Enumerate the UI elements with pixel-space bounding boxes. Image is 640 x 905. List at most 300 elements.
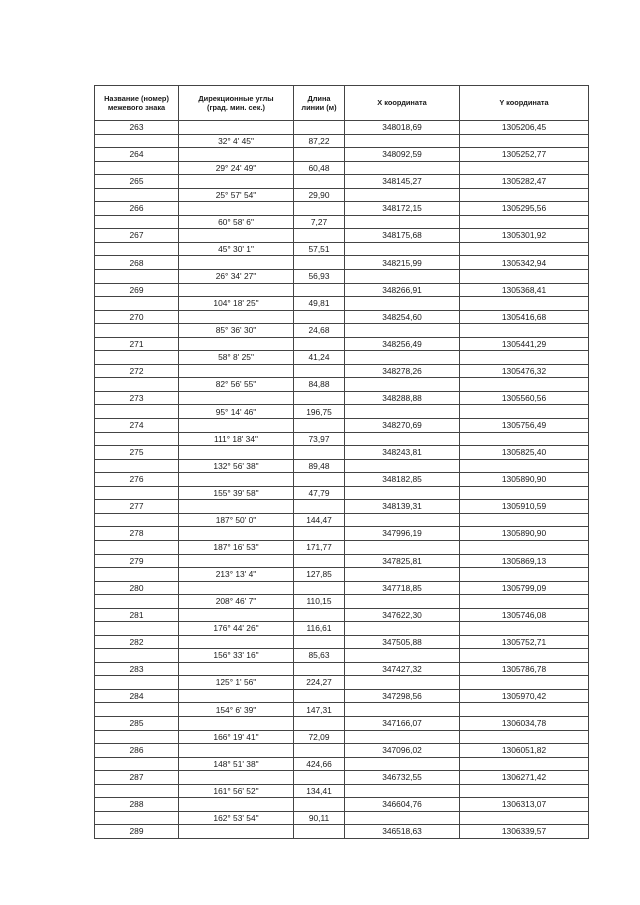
y-cell-empty: [460, 568, 589, 582]
name-cell-empty: [95, 540, 179, 554]
table-row-segment: [95, 676, 589, 690]
angle-cell-empty: [179, 310, 294, 324]
table-row-segment: [95, 405, 589, 419]
x-coordinate: 347427,32: [345, 662, 460, 676]
line-length: 85,63: [294, 649, 345, 663]
line-length: 47,79: [294, 486, 345, 500]
direction-angle: 29° 24' 49": [179, 161, 294, 175]
table-row-point: [95, 229, 589, 243]
y-cell-empty: [460, 703, 589, 717]
x-coordinate: 346604,76: [345, 798, 460, 812]
direction-angle: 154° 6' 39": [179, 703, 294, 717]
table-row-point: [95, 689, 589, 703]
table-row-segment: [95, 811, 589, 825]
y-cell-empty: [460, 540, 589, 554]
line-length: 84,88: [294, 378, 345, 392]
point-name: 289: [95, 825, 179, 839]
length-cell-empty: [294, 608, 345, 622]
y-coordinate: 1305206,45: [460, 121, 589, 135]
column-header-name: Название (номер) межевого знака: [95, 86, 179, 121]
y-coordinate: 1305970,42: [460, 689, 589, 703]
direction-angle: 208° 46' 7": [179, 595, 294, 609]
angle-cell-empty: [179, 121, 294, 135]
length-cell-empty: [294, 771, 345, 785]
table-row-segment: [95, 649, 589, 663]
length-cell-empty: [294, 527, 345, 541]
direction-angle: 104° 18' 25": [179, 297, 294, 311]
angle-cell-empty: [179, 717, 294, 731]
line-length: 116,61: [294, 622, 345, 636]
x-coordinate: 348288,88: [345, 391, 460, 405]
table-row-point: [95, 283, 589, 297]
point-name: 276: [95, 473, 179, 487]
table-row-point: [95, 744, 589, 758]
angle-cell-empty: [179, 337, 294, 351]
x-cell-empty: [345, 324, 460, 338]
line-length: 41,24: [294, 351, 345, 365]
table-row-point: [95, 825, 589, 839]
length-cell-empty: [294, 283, 345, 297]
x-cell-empty: [345, 405, 460, 419]
point-name: 267: [95, 229, 179, 243]
name-cell-empty: [95, 378, 179, 392]
y-cell-empty: [460, 188, 589, 202]
column-header-length: Длина линии (м): [294, 86, 345, 121]
table-row-point: [95, 419, 589, 433]
direction-angle: 187° 16' 53": [179, 540, 294, 554]
column-header-y: Y координата: [460, 86, 589, 121]
line-length: 89,48: [294, 459, 345, 473]
x-coordinate: 348175,68: [345, 229, 460, 243]
point-name: 273: [95, 391, 179, 405]
point-name: 275: [95, 446, 179, 460]
y-cell-empty: [460, 622, 589, 636]
y-cell-empty: [460, 784, 589, 798]
x-cell-empty: [345, 486, 460, 500]
table-row-point: [95, 635, 589, 649]
angle-cell-empty: [179, 635, 294, 649]
length-cell-empty: [294, 419, 345, 433]
line-length: 60,48: [294, 161, 345, 175]
length-cell-empty: [294, 581, 345, 595]
x-cell-empty: [345, 161, 460, 175]
line-length: 224,27: [294, 676, 345, 690]
name-cell-empty: [95, 297, 179, 311]
table-row-point: [95, 256, 589, 270]
name-cell-empty: [95, 242, 179, 256]
y-coordinate: 1306339,57: [460, 825, 589, 839]
table-row-segment: [95, 622, 589, 636]
table-row-segment: [95, 134, 589, 148]
x-cell-empty: [345, 811, 460, 825]
x-coordinate: 346732,55: [345, 771, 460, 785]
point-name: 268: [95, 256, 179, 270]
table-row-segment: [95, 730, 589, 744]
length-cell-empty: [294, 446, 345, 460]
x-coordinate: 348243,81: [345, 446, 460, 460]
y-cell-empty: [460, 486, 589, 500]
direction-angle: 60° 58' 6": [179, 215, 294, 229]
point-name: 280: [95, 581, 179, 595]
angle-cell-empty: [179, 202, 294, 216]
y-cell-empty: [460, 134, 589, 148]
line-length: 72,09: [294, 730, 345, 744]
x-cell-empty: [345, 540, 460, 554]
point-name: 285: [95, 717, 179, 731]
boundary-coordinates-table: [94, 85, 589, 839]
point-name: 270: [95, 310, 179, 324]
y-cell-empty: [460, 649, 589, 663]
y-coordinate: 1305786,78: [460, 662, 589, 676]
y-cell-empty: [460, 269, 589, 283]
name-cell-empty: [95, 595, 179, 609]
point-name: 278: [95, 527, 179, 541]
angle-cell-empty: [179, 500, 294, 514]
line-length: 49,81: [294, 297, 345, 311]
direction-angle: 156° 33' 16": [179, 649, 294, 663]
x-coordinate: 347505,88: [345, 635, 460, 649]
point-name: 283: [95, 662, 179, 676]
y-coordinate: 1305301,92: [460, 229, 589, 243]
y-cell-empty: [460, 595, 589, 609]
length-cell-empty: [294, 500, 345, 514]
length-cell-empty: [294, 744, 345, 758]
length-cell-empty: [294, 202, 345, 216]
y-cell-empty: [460, 432, 589, 446]
length-cell-empty: [294, 689, 345, 703]
y-coordinate: 1305890,90: [460, 527, 589, 541]
y-coordinate: 1305441,29: [460, 337, 589, 351]
x-coordinate: 347096,02: [345, 744, 460, 758]
angle-cell-empty: [179, 391, 294, 405]
length-cell-empty: [294, 175, 345, 189]
name-cell-empty: [95, 703, 179, 717]
x-coordinate: 348139,31: [345, 500, 460, 514]
y-coordinate: 1305295,56: [460, 202, 589, 216]
direction-angle: 187° 50' 0": [179, 513, 294, 527]
direction-angle: 176° 44' 26": [179, 622, 294, 636]
point-name: 269: [95, 283, 179, 297]
y-coordinate: 1306034,78: [460, 717, 589, 731]
y-cell-empty: [460, 351, 589, 365]
x-cell-empty: [345, 513, 460, 527]
y-coordinate: 1305342,94: [460, 256, 589, 270]
point-name: 287: [95, 771, 179, 785]
boundary-coordinates-sheet: [94, 85, 588, 839]
line-length: 424,66: [294, 757, 345, 771]
x-cell-empty: [345, 757, 460, 771]
name-cell-empty: [95, 811, 179, 825]
angle-cell-empty: [179, 581, 294, 595]
x-coordinate: 347996,19: [345, 527, 460, 541]
length-cell-empty: [294, 635, 345, 649]
point-name: 284: [95, 689, 179, 703]
line-length: 144,47: [294, 513, 345, 527]
line-length: 57,51: [294, 242, 345, 256]
x-coordinate: 348145,27: [345, 175, 460, 189]
name-cell-empty: [95, 568, 179, 582]
direction-angle: 25° 57' 54": [179, 188, 294, 202]
point-name: 265: [95, 175, 179, 189]
point-name: 288: [95, 798, 179, 812]
y-coordinate: 1305282,47: [460, 175, 589, 189]
name-cell-empty: [95, 269, 179, 283]
name-cell-empty: [95, 432, 179, 446]
x-coordinate: 348254,60: [345, 310, 460, 324]
angle-cell-empty: [179, 771, 294, 785]
x-cell-empty: [345, 676, 460, 690]
angle-cell-empty: [179, 419, 294, 433]
line-length: 29,90: [294, 188, 345, 202]
table-row-point: [95, 473, 589, 487]
name-cell-empty: [95, 459, 179, 473]
y-coordinate: 1305368,41: [460, 283, 589, 297]
direction-angle: 58° 8' 25": [179, 351, 294, 365]
table-row-point: [95, 717, 589, 731]
x-coordinate: 348278,26: [345, 364, 460, 378]
table-row-point: [95, 148, 589, 162]
direction-angle: 213° 13' 4": [179, 568, 294, 582]
table-row-segment: [95, 784, 589, 798]
line-length: 90,11: [294, 811, 345, 825]
angle-cell-empty: [179, 608, 294, 622]
length-cell-empty: [294, 256, 345, 270]
y-coordinate: 1305910,59: [460, 500, 589, 514]
name-cell-empty: [95, 486, 179, 500]
x-coordinate: 348215,99: [345, 256, 460, 270]
table-body: [95, 121, 589, 839]
angle-cell-empty: [179, 554, 294, 568]
length-cell-empty: [294, 364, 345, 378]
direction-angle: 125° 1' 56": [179, 676, 294, 690]
x-cell-empty: [345, 568, 460, 582]
x-coordinate: 347166,07: [345, 717, 460, 731]
line-length: 73,97: [294, 432, 345, 446]
name-cell-empty: [95, 324, 179, 338]
line-length: 87,22: [294, 134, 345, 148]
x-coordinate: 348270,69: [345, 419, 460, 433]
length-cell-empty: [294, 229, 345, 243]
y-coordinate: 1306271,42: [460, 771, 589, 785]
direction-angle: 32° 4' 45": [179, 134, 294, 148]
y-cell-empty: [460, 242, 589, 256]
angle-cell-empty: [179, 798, 294, 812]
table-row-segment: [95, 161, 589, 175]
point-name: 274: [95, 419, 179, 433]
y-cell-empty: [460, 378, 589, 392]
y-coordinate: 1305756,49: [460, 419, 589, 433]
table-row-point: [95, 391, 589, 405]
column-header-angle: Дирекционные углы (град. мин. сек.): [179, 86, 294, 121]
table-row-segment: [95, 486, 589, 500]
line-length: 127,85: [294, 568, 345, 582]
x-cell-empty: [345, 188, 460, 202]
point-name: 282: [95, 635, 179, 649]
length-cell-empty: [294, 717, 345, 731]
table-row-point: [95, 581, 589, 595]
angle-cell-empty: [179, 229, 294, 243]
table-row-point: [95, 554, 589, 568]
point-name: 271: [95, 337, 179, 351]
x-cell-empty: [345, 730, 460, 744]
y-coordinate: 1305560,56: [460, 391, 589, 405]
x-coordinate: 348266,91: [345, 283, 460, 297]
line-length: 147,31: [294, 703, 345, 717]
point-name: 263: [95, 121, 179, 135]
y-cell-empty: [460, 730, 589, 744]
table-row-segment: [95, 703, 589, 717]
angle-cell-empty: [179, 283, 294, 297]
line-length: 134,41: [294, 784, 345, 798]
x-coordinate: 348182,85: [345, 473, 460, 487]
point-name: 281: [95, 608, 179, 622]
y-coordinate: 1305476,32: [460, 364, 589, 378]
x-coordinate: 348092,59: [345, 148, 460, 162]
table-row-segment: [95, 378, 589, 392]
length-cell-empty: [294, 391, 345, 405]
angle-cell-empty: [179, 527, 294, 541]
table-row-point: [95, 310, 589, 324]
direction-angle: 95° 14' 46": [179, 405, 294, 419]
direction-angle: 162° 53' 54": [179, 811, 294, 825]
angle-cell-empty: [179, 175, 294, 189]
table-row-point: [95, 446, 589, 460]
y-cell-empty: [460, 459, 589, 473]
length-cell-empty: [294, 121, 345, 135]
name-cell-empty: [95, 676, 179, 690]
x-cell-empty: [345, 297, 460, 311]
length-cell-empty: [294, 798, 345, 812]
angle-cell-empty: [179, 744, 294, 758]
angle-cell-empty: [179, 825, 294, 839]
table-row-point: [95, 771, 589, 785]
length-cell-empty: [294, 310, 345, 324]
y-cell-empty: [460, 811, 589, 825]
line-length: 56,93: [294, 269, 345, 283]
line-length: 110,15: [294, 595, 345, 609]
table-row-segment: [95, 269, 589, 283]
name-cell-empty: [95, 351, 179, 365]
y-cell-empty: [460, 757, 589, 771]
y-cell-empty: [460, 324, 589, 338]
x-cell-empty: [345, 351, 460, 365]
x-cell-empty: [345, 242, 460, 256]
name-cell-empty: [95, 784, 179, 798]
table-header-row: [95, 86, 589, 121]
angle-cell-empty: [179, 446, 294, 460]
table-row-point: [95, 175, 589, 189]
length-cell-empty: [294, 337, 345, 351]
direction-angle: 161° 56' 52": [179, 784, 294, 798]
point-name: 286: [95, 744, 179, 758]
x-cell-empty: [345, 622, 460, 636]
length-cell-empty: [294, 473, 345, 487]
table-row-segment: [95, 351, 589, 365]
line-length: 24,68: [294, 324, 345, 338]
name-cell-empty: [95, 649, 179, 663]
direction-angle: 111° 18' 34": [179, 432, 294, 446]
name-cell-empty: [95, 757, 179, 771]
direction-angle: 85° 36' 30": [179, 324, 294, 338]
angle-cell-empty: [179, 689, 294, 703]
table-row-segment: [95, 215, 589, 229]
y-cell-empty: [460, 676, 589, 690]
angle-cell-empty: [179, 662, 294, 676]
length-cell-empty: [294, 662, 345, 676]
table-row-segment: [95, 242, 589, 256]
point-name: 279: [95, 554, 179, 568]
length-cell-empty: [294, 825, 345, 839]
column-header-x: X координата: [345, 86, 460, 121]
y-coordinate: 1306313,07: [460, 798, 589, 812]
y-cell-empty: [460, 513, 589, 527]
length-cell-empty: [294, 148, 345, 162]
point-name: 264: [95, 148, 179, 162]
table-row-segment: [95, 513, 589, 527]
line-length: 7,27: [294, 215, 345, 229]
y-coordinate: 1306051,82: [460, 744, 589, 758]
table-row-point: [95, 798, 589, 812]
x-cell-empty: [345, 215, 460, 229]
y-coordinate: 1305252,77: [460, 148, 589, 162]
point-name: 277: [95, 500, 179, 514]
x-cell-empty: [345, 703, 460, 717]
x-cell-empty: [345, 459, 460, 473]
y-coordinate: 1305890,90: [460, 473, 589, 487]
x-cell-empty: [345, 134, 460, 148]
table-row-point: [95, 662, 589, 676]
table-row-segment: [95, 540, 589, 554]
y-coordinate: 1305746,08: [460, 608, 589, 622]
name-cell-empty: [95, 622, 179, 636]
x-coordinate: 347825,81: [345, 554, 460, 568]
table-row-segment: [95, 568, 589, 582]
length-cell-empty: [294, 554, 345, 568]
table-row-segment: [95, 432, 589, 446]
direction-angle: 132° 56' 38": [179, 459, 294, 473]
line-length: 196,75: [294, 405, 345, 419]
table-row-segment: [95, 757, 589, 771]
table-row-point: [95, 202, 589, 216]
table-row-point: [95, 608, 589, 622]
x-cell-empty: [345, 784, 460, 798]
x-cell-empty: [345, 378, 460, 392]
table-row-point: [95, 337, 589, 351]
name-cell-empty: [95, 215, 179, 229]
y-cell-empty: [460, 405, 589, 419]
y-coordinate: 1305825,40: [460, 446, 589, 460]
direction-angle: 148° 51' 38": [179, 757, 294, 771]
table-row-point: [95, 500, 589, 514]
name-cell-empty: [95, 730, 179, 744]
direction-angle: 166° 19' 41": [179, 730, 294, 744]
x-coordinate: 347622,30: [345, 608, 460, 622]
y-coordinate: 1305416,68: [460, 310, 589, 324]
name-cell-empty: [95, 161, 179, 175]
x-cell-empty: [345, 649, 460, 663]
name-cell-empty: [95, 188, 179, 202]
x-coordinate: 347298,56: [345, 689, 460, 703]
name-cell-empty: [95, 405, 179, 419]
x-cell-empty: [345, 595, 460, 609]
line-length: 171,77: [294, 540, 345, 554]
y-cell-empty: [460, 297, 589, 311]
direction-angle: 155° 39' 58": [179, 486, 294, 500]
x-coordinate: 347718,85: [345, 581, 460, 595]
table-row-segment: [95, 459, 589, 473]
x-coordinate: 348018,69: [345, 121, 460, 135]
direction-angle: 82° 56' 55": [179, 378, 294, 392]
